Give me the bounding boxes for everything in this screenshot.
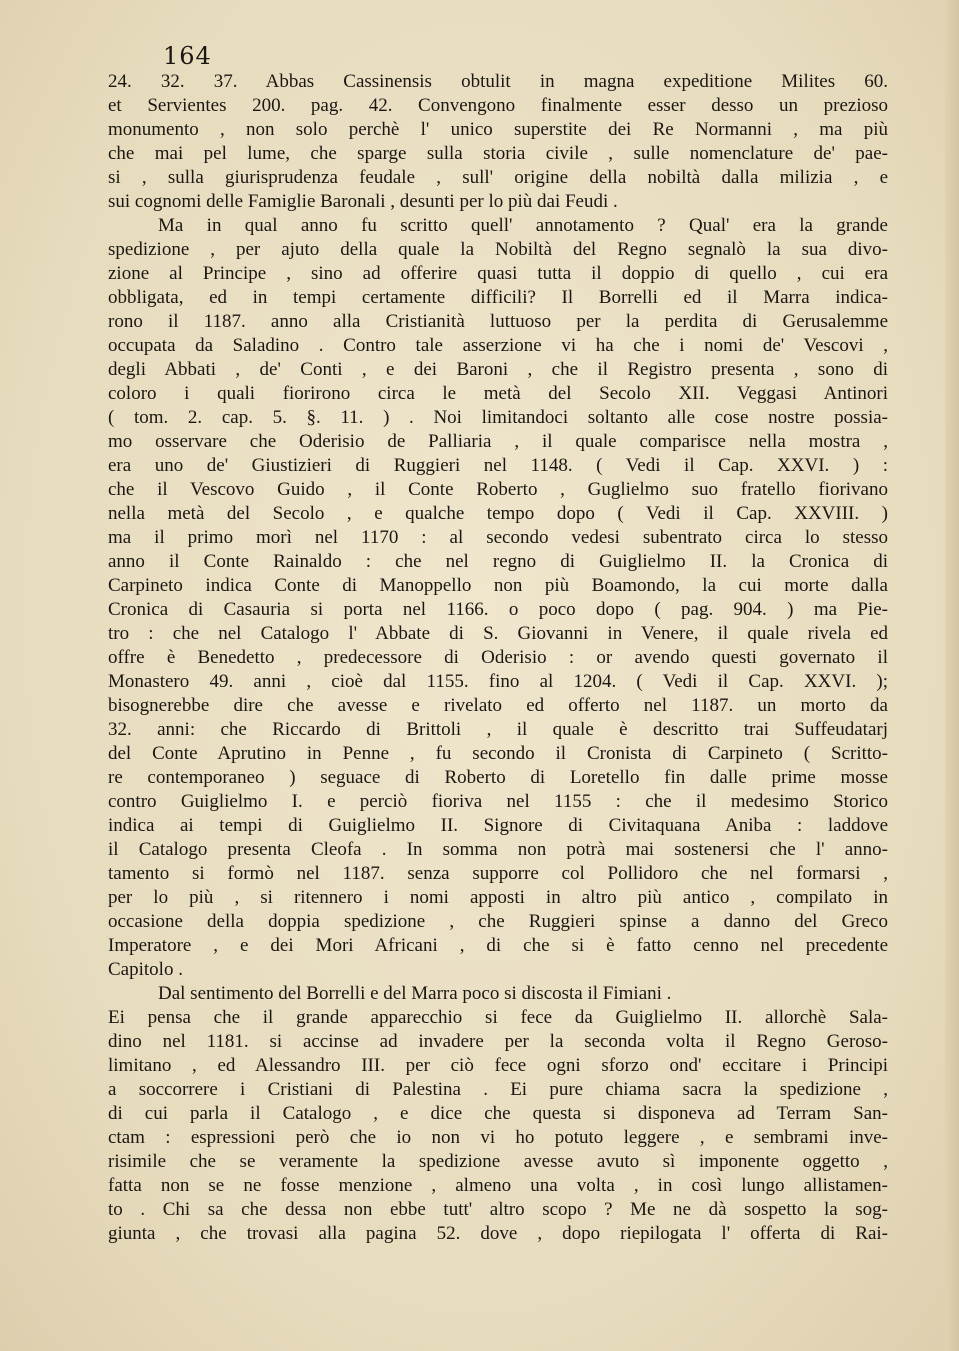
text-line: Cronica di Casauria si porta nel 1166. o poco dopo ( pag. 904. ) ma Pie- (108, 599, 888, 620)
text-line: sui cognomi delle Famiglie Baronali , desunti per lo più dai Feudi . (108, 191, 618, 212)
text-line: si , sulla giurisprudenza feudale , sull' origine della nobiltà dalla milizia , e (108, 167, 888, 188)
text-line: Capitolo . (108, 959, 183, 980)
text-line: spedizione , per ajuto della quale la Nobiltà del Regno segnalò la sua divo- (108, 239, 888, 260)
text-line: nella metà del Secolo , e qualche tempo dopo ( Vedi il Cap. XXVIII. ) (108, 503, 888, 524)
text-line: Dal sentimento del Borrelli e del Marra poco si discosta il Fimiani . (158, 983, 672, 1004)
text-line: tamento si formò nel 1187. senza supporre col Pollidoro che nel formarsi , (108, 863, 888, 884)
text-line: limitano , ed Alessandro III. per ciò fece ogni sforzo ond' eccitare i Principi (108, 1055, 888, 1076)
text-line: risimile che se veramente la spedizione avesse avuto sì imponente oggetto , (108, 1151, 888, 1172)
text-line: ma il primo morì nel 1170 : al secondo vedesi subentrato circa lo stesso (108, 527, 888, 548)
text-line: coloro i quali fiorirono circa le metà del Secolo XII. Veggasi Antinori (108, 383, 888, 404)
text-line: offre è Benedetto , predecessore di Oderisio : or avendo questi governato il (108, 647, 888, 668)
text-line: Ei pensa che il grande apparecchio si fece da Guiglielmo II. allorchè Sala- (108, 1007, 888, 1028)
text-line: anno il Conte Rainaldo : che nel regno di Guiglielmo II. la Cronica di (108, 551, 888, 572)
body-text (108, 70, 888, 1246)
text-line: zione al Principe , sino ad offerire quasi tutta il doppio di quello , cui era (108, 263, 888, 284)
text-line: per lo più , si ritennero i nomi apposti in altro più antico , compilato in (108, 887, 888, 908)
text-line: del Conte Aprutino in Penne , fu secondo il Cronista di Carpineto ( Scritto- (108, 743, 888, 764)
text-line: a soccorrere i Cristiani di Palestina . Ei pure chiama sacra la spedizione , (108, 1079, 888, 1100)
text-line: mo osservare che Oderisio de Palliaria , il quale comparisce nella mostra , (108, 431, 888, 452)
text-line: degli Abbati , de' Conti , e dei Baroni , che il Registro presenta , sono di (108, 359, 888, 380)
text-line: che mai pel lume, che sparge sulla storia civile , sulle nomenclature de' pae- (108, 143, 888, 164)
text-line: ctam : espressioni però che io non vi ho potuto leggere , e sembrami inve- (108, 1127, 888, 1148)
text-line: 32. anni: che Riccardo di Brittoli , il quale è descritto trai Suffeudatarj (108, 719, 888, 740)
text-line: to . Chi sa che dessa non ebbe tutt' altro scopo ? Me ne dà sospetto la sog- (108, 1199, 888, 1220)
text-line: tro : che nel Catalogo l' Abbate di S. Giovanni in Venere, il quale rivela ed (108, 623, 888, 644)
text-line: Ma in qual anno fu scritto quell' annotamento ? Qual' era la grande (158, 215, 888, 236)
text-line: indica ai tempi di Guiglielmo II. Signore di Civitaquana Aniba : laddove (108, 815, 888, 836)
text-line: dino nel 1181. si accinse ad invadere per la seconda volta il Regno Geroso- (108, 1031, 888, 1052)
text-line: il Catalogo presenta Cleofa . In somma non potrà mai sostenersi che l' anno- (108, 839, 888, 860)
text-line: Carpineto indica Conte di Manoppello non più Boamondo, la cui morte dalla (108, 575, 888, 596)
text-line: Monastero 49. anni , cioè dal 1155. fino al 1204. ( Vedi il Cap. XXVI. ); (108, 671, 888, 692)
text-line: che il Vescovo Guido , il Conte Roberto , Guglielmo suo fratello fiorivano (108, 479, 888, 500)
text-line: occupata da Saladino . Contro tale asserzione vi ha che i nomi de' Vescovi , (108, 335, 888, 356)
text-line: rono il 1187. anno alla Cristianità luttuoso per la perdita di Gerusalemme (108, 311, 888, 332)
text-line: di cui parla il Catalogo , e dice che questa si disponeva ad Terram San- (108, 1103, 888, 1124)
text-line: contro Guiglielmo I. e perciò fioriva nel 1155 : che il medesimo Storico (108, 791, 888, 812)
text-line: obbligata, ed in tempi certamente difficili? Il Borrelli ed il Marra indica- (108, 287, 888, 308)
text-line: re contemporaneo ) seguace di Roberto di Loretello fin dalle prime mosse (108, 767, 888, 788)
text-line: giunta , che trovasi alla pagina 52. dove , dopo riepilogata l' offerta di Rai- (108, 1223, 888, 1244)
text-line: fatta non se ne fosse menzione , almeno una volta , in così lungo allistamen- (108, 1175, 888, 1196)
text-line: bisognerebbe dire che avesse e rivelato ed offerto nel 1187. un morto da (108, 695, 888, 716)
text-line: ( tom. 2. cap. 5. §. 11. ) . Noi limitandoci soltanto alle cose nostre possia- (108, 407, 888, 428)
page-edge-shadow (945, 0, 959, 1351)
text-line: 24. 32. 37. Abbas Cassinensis obtulit in magna expeditione Milites 60. (108, 71, 888, 92)
text-line: monumento , non solo perchè l' unico superstite dei Re Normanni , ma più (108, 119, 888, 140)
page-number: 164 (163, 42, 212, 70)
text-line: et Servientes 200. pag. 42. Convengono finalmente esser desso un prezioso (108, 95, 888, 116)
text-line: Imperatore , e dei Mori Africani , di che si è fatto cenno nel precedente (108, 935, 888, 956)
text-line: era uno de' Giustizieri di Ruggieri nel 1148. ( Vedi il Cap. XXVI. ) : (108, 455, 888, 476)
text-line: occasione della doppia spedizione , che Ruggieri spinse a danno del Greco (108, 911, 888, 932)
